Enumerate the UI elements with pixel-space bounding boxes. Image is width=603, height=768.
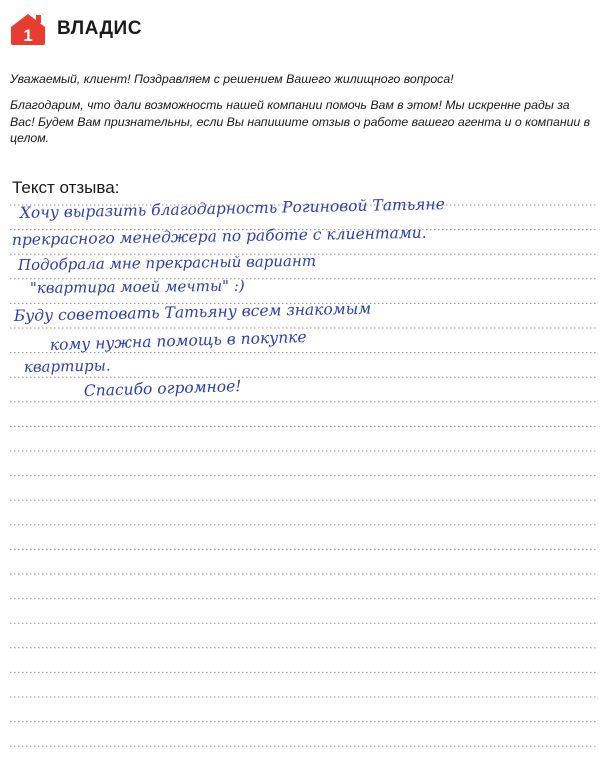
review-line: Буду советовать Татьяну всем знакомым: [13, 299, 372, 325]
review-line: Подобрала мне прекрасный вариант: [17, 251, 317, 274]
review-line: кому нужна помощь в покупке: [49, 327, 307, 354]
review-line: "квартира моей мечты" :): [29, 276, 245, 297]
review-line: Хочу выразить благодарность Рогиновой Татьяне: [19, 195, 445, 222]
thanks-text: Благодарим, что дали возможность нашей компании помочь Вам в этом! Мы искренне рады за Вас! Будем Вам признательны, если Вы напишите отзыв о работе вашего агента и о компании в целом.: [10, 98, 591, 145]
logo-badge: 1: [23, 26, 33, 45]
review-line: квартиры.: [23, 356, 111, 376]
review-title: Текст отзыва:: [12, 178, 120, 197]
brand-name: ВЛАДИС: [57, 18, 142, 39]
greeting-text: Уважаемый, клиент! Поздравляем с решением Вашего жилищного вопроса!: [10, 72, 454, 86]
review-line: Спасибо огромное!: [83, 377, 242, 400]
review-line: прекрасного менеджера по работе с клиентами.: [11, 223, 427, 249]
